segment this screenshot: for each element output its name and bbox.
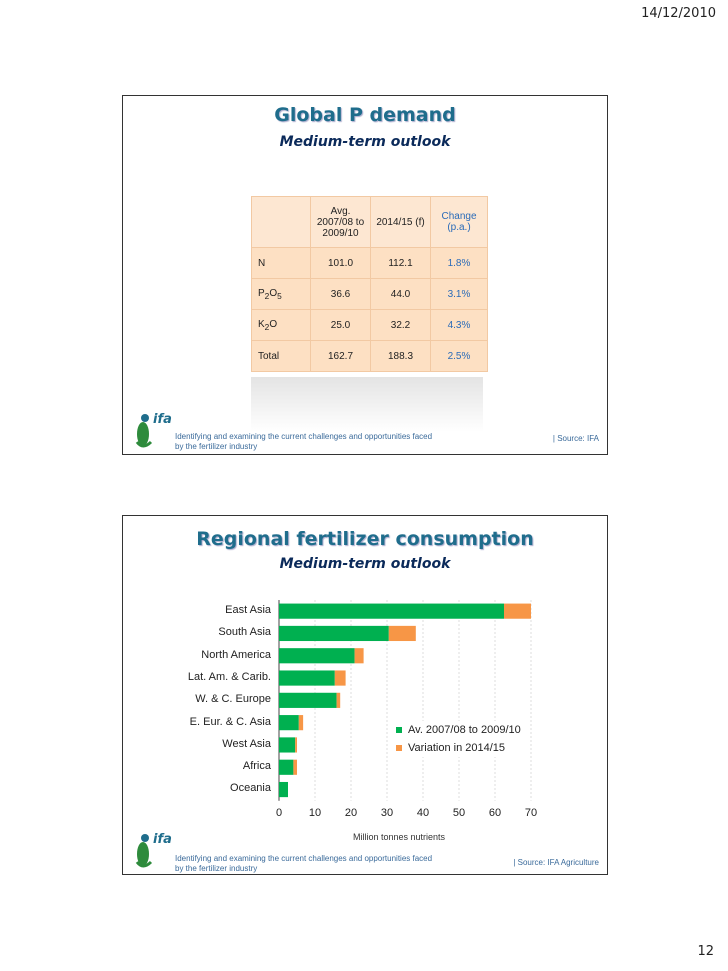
bar-variation bbox=[295, 737, 297, 752]
slide-title: Regional fertilizer consumption bbox=[196, 528, 534, 550]
ifa-logo-text: ifa bbox=[153, 412, 172, 427]
table-header-avg: Avg. 2007/08 to 2009/10 bbox=[311, 197, 371, 248]
category-label: Lat. Am. & Carib. bbox=[187, 670, 271, 683]
cell-2014: 32.2 bbox=[371, 310, 431, 341]
bar-average bbox=[279, 648, 355, 663]
bar-average bbox=[279, 782, 288, 797]
bar-variation bbox=[335, 670, 346, 685]
legend-label-avg: Av. 2007/08 to 2009/10 bbox=[408, 724, 521, 736]
bar-variation bbox=[355, 648, 364, 663]
category-label: East Asia bbox=[225, 604, 271, 616]
bar-variation bbox=[299, 715, 303, 730]
x-tick-label: 0 bbox=[275, 806, 283, 819]
consumption-chart bbox=[123, 516, 609, 876]
slide-global-p-demand bbox=[122, 95, 608, 455]
x-tick-label: 20 bbox=[344, 806, 358, 819]
bar-variation bbox=[293, 760, 297, 775]
legend-label-variation: Variation in 2014/15 bbox=[408, 742, 506, 754]
bar-average bbox=[279, 760, 293, 775]
page-date: 14/12/2010 bbox=[641, 6, 716, 21]
bar-average bbox=[279, 604, 504, 619]
slide-subtitle: Medium-term outlook bbox=[279, 556, 451, 572]
slide-footer-text: Identifying and examining the current challenges and opportunities faced by the fertilizer industry bbox=[175, 854, 433, 873]
x-tick-label: 50 bbox=[452, 806, 466, 819]
row-label-k2o: $K_2O$ bbox=[252, 310, 311, 341]
table-header-change: Change (p.a.) bbox=[431, 197, 488, 248]
cell-change: 4.3% bbox=[431, 310, 488, 341]
x-axis-title: Million tonnes nutrients bbox=[353, 832, 446, 842]
bar-average bbox=[279, 715, 299, 730]
slide-source: | Source: IFA Agriculture bbox=[513, 858, 599, 867]
row-label-total: Total bbox=[252, 341, 311, 372]
cell-avg: 101.0 bbox=[311, 248, 371, 279]
ifa-logo bbox=[131, 832, 175, 872]
table-reflection bbox=[251, 377, 483, 432]
category-label: Oceania bbox=[230, 782, 271, 795]
ifa-logo-text: ifa bbox=[153, 832, 172, 847]
bar-variation bbox=[337, 693, 341, 708]
slide-source: | Source: IFA bbox=[552, 434, 599, 443]
bar-average bbox=[279, 737, 295, 752]
slide-footer-text: Identifying and examining the current challenges and opportunities faced by the fertilizer industry bbox=[175, 432, 433, 451]
category-label: W. & C. Europe bbox=[195, 693, 271, 706]
cell-avg: 36.6 bbox=[311, 279, 371, 310]
legend-item-avg bbox=[396, 721, 521, 739]
bar-variation bbox=[504, 604, 531, 619]
cell-change: 3.1% bbox=[431, 279, 488, 310]
table-row bbox=[252, 279, 488, 310]
cell-2014: 44.0 bbox=[371, 279, 431, 310]
slide-title: Global P demand bbox=[274, 104, 456, 126]
category-label: West Asia bbox=[222, 737, 271, 750]
legend-item-variation bbox=[396, 739, 521, 757]
slide-subtitle: Medium-term outlook bbox=[279, 134, 451, 150]
table-row bbox=[252, 341, 488, 372]
category-label: South Asia bbox=[218, 626, 271, 639]
page-number: 12 bbox=[697, 944, 714, 959]
ifa-logo bbox=[131, 412, 175, 452]
x-tick-label: 10 bbox=[308, 806, 322, 819]
category-label: Africa bbox=[242, 760, 271, 773]
table-row bbox=[252, 310, 488, 341]
legend-swatch-green bbox=[396, 727, 402, 733]
table-header-2014: 2014/15 (f) bbox=[371, 197, 431, 248]
x-tick-label: 30 bbox=[380, 806, 394, 819]
table-header-blank bbox=[252, 197, 311, 248]
x-tick-label: 40 bbox=[416, 806, 430, 819]
chart-legend bbox=[396, 721, 521, 757]
cell-avg: 25.0 bbox=[311, 310, 371, 341]
cell-2014: 188.3 bbox=[371, 341, 431, 372]
demand-table bbox=[251, 196, 488, 372]
legend-swatch-orange bbox=[396, 745, 402, 751]
cell-avg: 162.7 bbox=[311, 341, 371, 372]
slide-regional-consumption bbox=[122, 515, 608, 875]
category-label: E. Eur. & C. Asia bbox=[189, 715, 271, 728]
row-label-n: N bbox=[252, 248, 311, 279]
bar-average bbox=[279, 670, 335, 685]
table-row bbox=[252, 248, 488, 279]
row-label-p2o5: $P_2O_5$ bbox=[252, 279, 311, 310]
cell-change: 2.5% bbox=[431, 341, 488, 372]
cell-2014: 112.1 bbox=[371, 248, 431, 279]
cell-change: 1.8% bbox=[431, 248, 488, 279]
bar-variation bbox=[389, 626, 416, 641]
table-header-row bbox=[252, 197, 488, 248]
bar-average bbox=[279, 626, 389, 641]
bar-average bbox=[279, 693, 337, 708]
category-label: North America bbox=[201, 648, 271, 661]
x-tick-label: 70 bbox=[524, 806, 538, 819]
x-tick-label: 60 bbox=[488, 806, 502, 819]
